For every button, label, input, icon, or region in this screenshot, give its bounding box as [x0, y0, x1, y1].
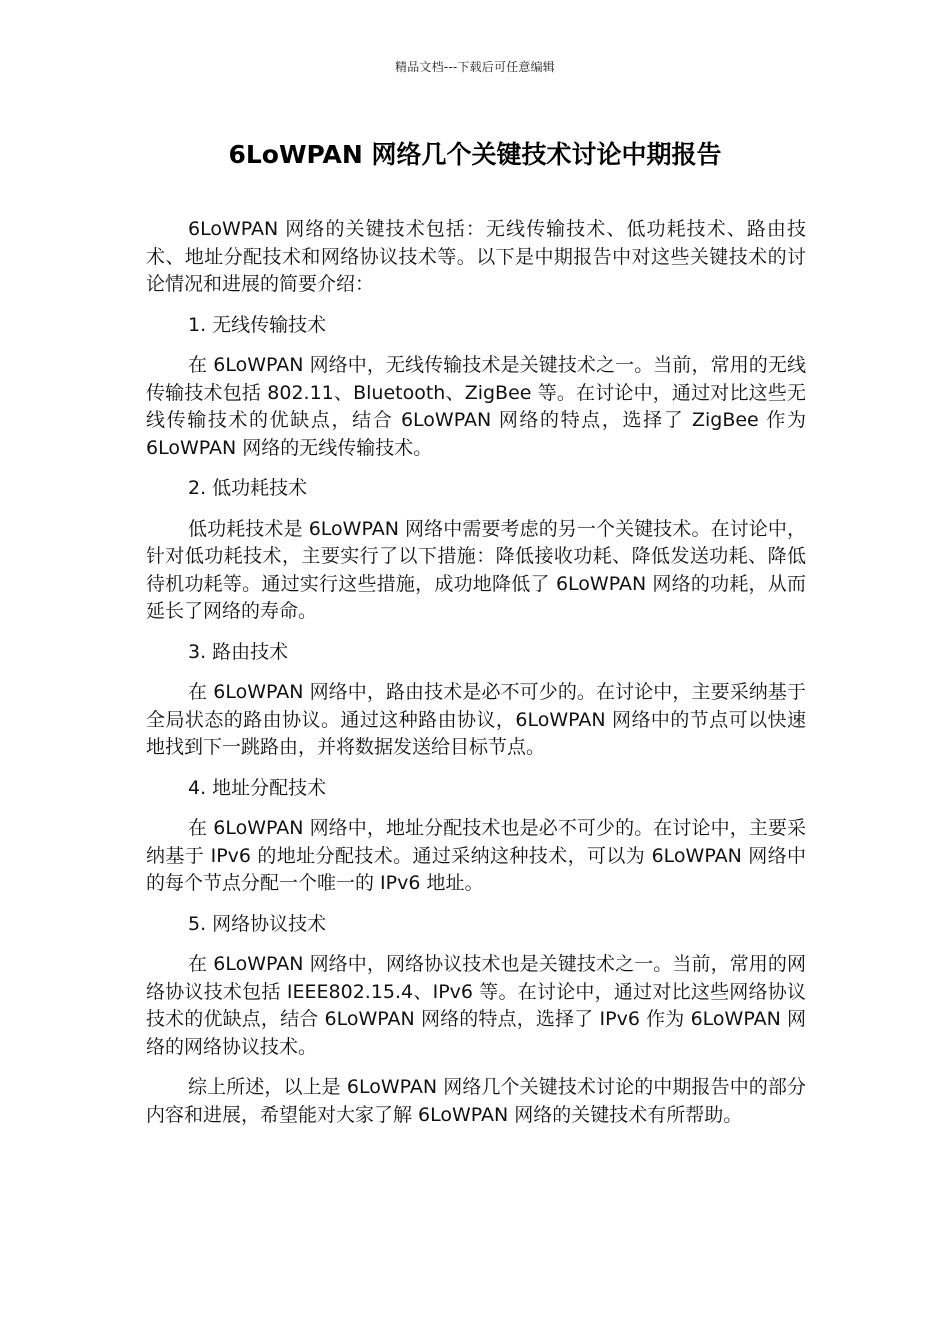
section-heading: 3. 路由技术 — [188, 640, 289, 663]
document-body — [146, 216, 806, 1142]
header-note: 精品文档---下载后可任意编辑 — [395, 60, 555, 74]
section-paragraph: 在 6LoWPAN 网络中，网络协议技术也是关键技术之一。当前，常用的网络协议技术包括 IEEE802.15.4、IPv6 等。在讨论中，通过对比这些网络协议技术的优缺点，结合 6LoWPAN 网络的特点，选择了 IPv6 作为 6LoWPAN 网络的网络协议技术。 — [146, 953, 806, 1058]
section-heading: 5. 网络协议技术 — [188, 912, 327, 935]
section-paragraph: 在 6LoWPAN 网络中，无线传输技术是关键技术之一。当前，常用的无线传输技术包括 802.11、Bluetooth、ZigBee 等。在讨论中，通过对比这些无线传输技术的优缺点，结合 6LoWPAN 网络的特点，选择了 ZigBee 作为 6LoWPAN 网络的无线传输技术。 — [146, 354, 806, 459]
section-paragraph: 在 6LoWPAN 网络中，路由技术是必不可少的。在讨论中，主要采纳基于全局状态的路由协议。通过这种路由协议，6LoWPAN 网络中的节点可以快速地找到下一跳路由，并将数据发送给目标节点。 — [146, 681, 806, 758]
conclusion-paragraph: 综上所述，以上是 6LoWPAN 网络几个关键技术讨论的中期报告中的部分内容和进展，希望能对大家了解 6LoWPAN 网络的关键技术有所帮助。 — [146, 1076, 806, 1126]
section-paragraph: 低功耗技术是 6LoWPAN 网络中需要考虑的另一个关键技术。在讨论中，针对低功耗技术，主要实行了以下措施：降低接收功耗、降低发送功耗、降低待机功耗等。通过实行这些措施，成功地降低了 6LoWPAN 网络的功耗，从而延长了网络的寿命。 — [146, 517, 806, 622]
intro-paragraph: 6LoWPAN 网络的关键技术包括：无线传输技术、低功耗技术、路由技术、地址分配技术和网络协议技术等。以下是中期报告中对这些关键技术的讨论情况和进展的简要介绍： — [146, 218, 806, 295]
document-title: 6LoWPAN 网络几个关键技术讨论中期报告 — [228, 140, 722, 169]
section-heading: 1. 无线传输技术 — [188, 313, 327, 336]
section-heading: 2. 低功耗技术 — [188, 477, 308, 499]
section-heading: 4. 地址分配技术 — [188, 776, 327, 799]
section-paragraph: 在 6LoWPAN 网络中，地址分配技术也是必不可少的。在讨论中，主要采纳基于 IPv6 的地址分配技术。通过采纳这种技术，可以为 6LoWPAN 网络中的每个节点分配一个唯一的 IPv6 地址。 — [146, 817, 806, 894]
